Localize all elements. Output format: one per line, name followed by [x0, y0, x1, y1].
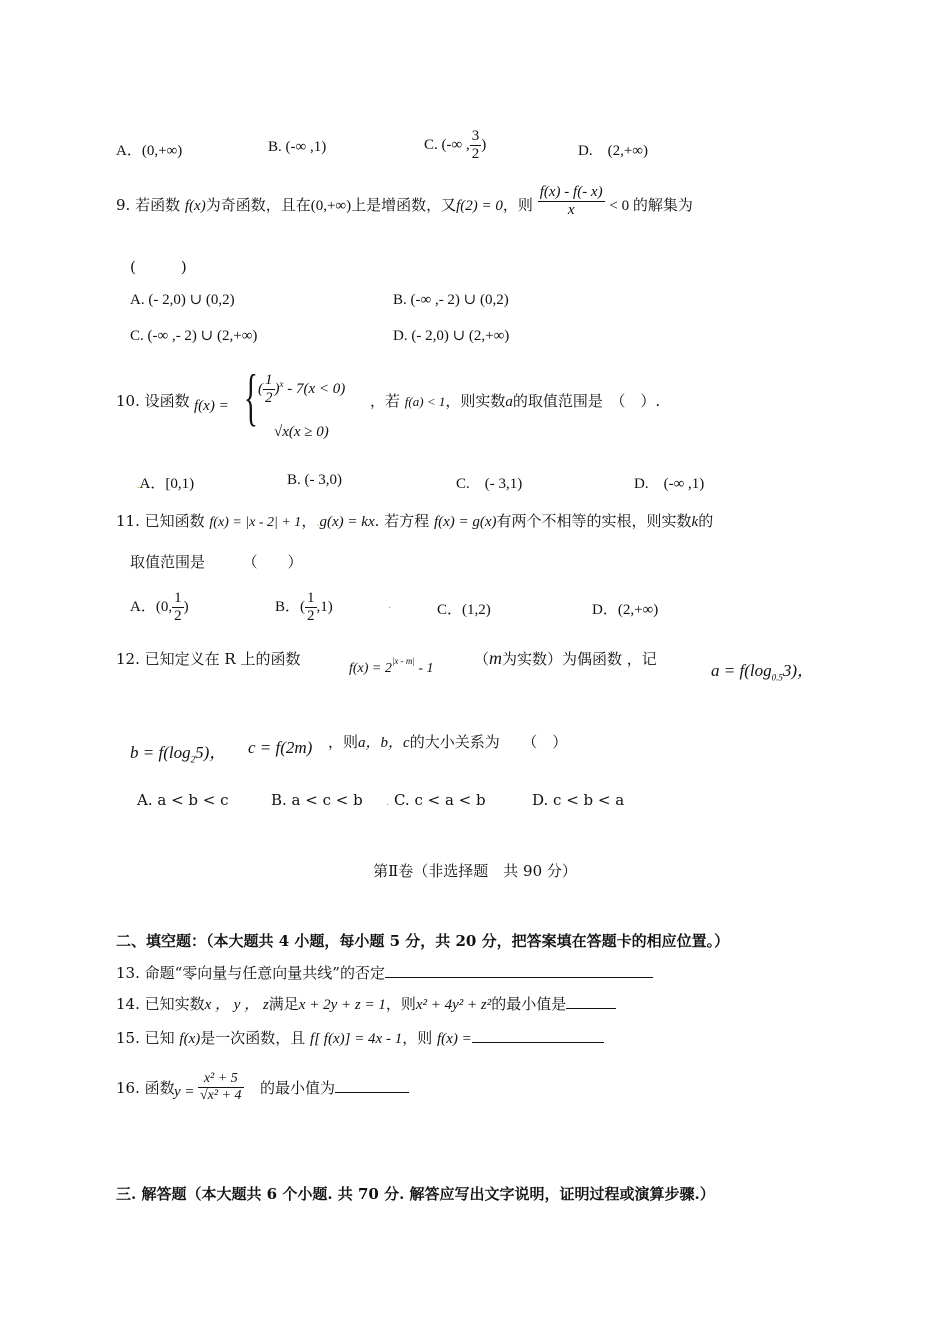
q9-answer-paren: ( ) — [130, 258, 187, 276]
q10-option-b: B. (- 3,0) — [287, 472, 342, 488]
q10-var: a — [505, 394, 513, 410]
q11-a-num: 1 — [172, 590, 184, 608]
q15-answer-blank[interactable] — [472, 1028, 604, 1043]
q9-mid2: 上是增函数，又 — [351, 195, 457, 214]
q8-c-fraction — [470, 128, 482, 164]
q12-c-text: C. c < a < b — [393, 791, 486, 809]
q12-b-def-sub: 2 — [190, 754, 196, 765]
q11-k: k — [691, 514, 699, 530]
q16-tail: 的最小值为 — [260, 1079, 336, 1097]
q13-answer-blank[interactable] — [385, 963, 653, 978]
q11-option-c: C．(1,2) — [437, 602, 491, 618]
q10-lead: 10. 设函数 — [116, 392, 190, 410]
q11-a-suffix: ) — [183, 599, 189, 616]
q10-a-dot: . — [137, 480, 140, 491]
q9-fx: f(x) — [184, 197, 206, 214]
q16-num: x² + 5 — [198, 1071, 244, 1088]
part2-title: 第Ⅱ卷（非选择题 共 90 分） — [373, 862, 577, 880]
q11-a-den: 2 — [174, 608, 182, 625]
q11-line1: 11. 已知函数 — [116, 512, 205, 530]
q10-case1-rest: - 7(x < 0) — [283, 381, 346, 398]
q12-f-tail: - 1 — [414, 661, 434, 676]
q12-relation-line — [328, 731, 567, 752]
q14-cond: 满足 — [268, 995, 299, 1013]
q12-c-dot: . — [386, 797, 390, 808]
q10-fx: f(x) = — [194, 398, 229, 414]
q11-dot: . — [316, 518, 320, 529]
q8-c-num: 3 — [470, 128, 482, 146]
section2-heading: 二、填空题：（本大题共 4 小题，每小题 5 分，共 20 分，把答案填在答题卡的相应位置。） — [116, 932, 730, 950]
q8-c-suffix: ) — [481, 137, 487, 154]
q12-f — [349, 656, 434, 677]
q14-expr: x² + 4y² + z² — [415, 997, 492, 1013]
q12-m-line — [474, 648, 657, 669]
q11-b-den: 2 — [307, 608, 315, 625]
q14-lead: 14. 已知实数 — [116, 995, 205, 1013]
q11-b-num: 1 — [305, 590, 317, 608]
q12-tail: 的大小关系为 （ ） — [409, 733, 568, 751]
q10-brace: { — [244, 361, 258, 432]
q11-b-fraction — [305, 590, 317, 626]
q14-answer-blank[interactable] — [566, 994, 616, 1009]
q12-c-def: c = f(2m) — [248, 738, 313, 757]
q11-a-fraction — [172, 590, 184, 626]
q11-line2: 取值范围是 （ ） — [130, 553, 303, 571]
q11-a-prefix: A．(0, — [130, 599, 173, 616]
q14-tail: ，则 — [385, 995, 416, 1013]
q12-a-def-base: a = f(log — [711, 661, 772, 680]
q11-tail: 有两个不相等的实根，则实数 — [496, 512, 692, 530]
q12-vars: a，b，c — [358, 735, 410, 751]
q10-option-c: C. (- 3,1) — [456, 476, 523, 492]
q9-fraction — [538, 184, 605, 220]
q11-f: f(x) = |x - 2| + 1 — [209, 515, 302, 530]
q12-b-def-tail: 5) — [195, 743, 210, 762]
q16-tail-line — [260, 1077, 409, 1098]
q12-option-b: B. a < c < b — [271, 791, 363, 809]
q15-ans: f(x) = — [437, 1031, 472, 1047]
q10-case1-exp: x — [279, 379, 284, 390]
q12-f-base: f(x) = 2 — [349, 661, 392, 676]
q12-paren-tail: 为实数）为偶函数 ，记 — [502, 650, 657, 668]
q11-eq: f(x) = g(x) — [433, 514, 497, 530]
q10-case1-den: 2 — [265, 390, 273, 407]
q11-stem: 11. 已知函数 f(x) = |x - 2| + 1，.g(x) = kx. 若方程 f(x) = g(x)有两个不相等的实根，则实数k的 — [116, 512, 714, 530]
q14 — [116, 993, 616, 1014]
q11-b-prefix: B．( — [275, 599, 306, 616]
q9-mid1: 为奇函数，且在 — [205, 195, 311, 214]
q15-mid: 是一次函数，且 — [200, 1029, 306, 1047]
q12-option-d: D. c < b < a — [532, 791, 625, 809]
q12-then: ，则 — [328, 733, 359, 751]
q10-tail2: 的取值范围是 （ ）. — [512, 392, 661, 410]
q10-case2: √x(x ≥ 0) — [274, 424, 329, 440]
q16-y: y = — [174, 1084, 195, 1100]
q11-option-a — [130, 590, 189, 626]
q10-case1-fraction — [263, 372, 275, 408]
q11-stray-dot: . — [388, 600, 392, 611]
q10-option-d: D. (-∞ ,1) — [634, 476, 705, 492]
q8-option-a: A．(0,+∞) — [116, 143, 183, 159]
q9-option-b: B. (-∞ ,- 2) ∪ (0,2) — [393, 292, 509, 308]
q8-c-den: 2 — [471, 146, 480, 163]
q10-mid: ，若 — [370, 392, 401, 410]
q10-cond: f(a) < 1 — [404, 394, 446, 409]
q13 — [116, 962, 653, 983]
q16-frac — [198, 1071, 244, 1104]
q8-option-c — [424, 128, 486, 164]
q13-text: 13. 命题“零向量与任意向量共线”的否定 — [116, 964, 385, 982]
q12-comma: ， — [797, 661, 815, 680]
q10-tail: ，则实数 — [445, 392, 506, 410]
q12-option-c — [386, 791, 486, 809]
q12-a-def-tail: 3) — [782, 661, 798, 680]
q10-case1 — [258, 372, 345, 408]
q11-mid: . 若方程 — [374, 512, 430, 530]
q12-m: m — [489, 648, 503, 668]
q12-b-def: $b = f(\log_25)$， — [130, 743, 227, 765]
q15-tail: ，则 — [402, 1029, 433, 1047]
q9-frac-num: f(x) - f(- x) — [538, 184, 605, 202]
q12-paren: （ — [474, 650, 490, 668]
q10-case1-pre: ( — [258, 381, 263, 398]
q16-answer-blank[interactable] — [335, 1078, 409, 1093]
q11-option-b — [275, 590, 333, 626]
q9-tail: < 0 的解集为 — [609, 197, 693, 214]
q15-eq: f[ f(x)] = 4x - 1 — [310, 1031, 403, 1047]
q9-interval: (0,+∞) — [310, 197, 352, 214]
q10-case1-num: 1 — [263, 372, 275, 390]
q11-option-d: D．(2,+∞) — [592, 602, 659, 618]
q11-b-suffix: ,1) — [316, 599, 333, 616]
q16-fraction — [198, 1071, 244, 1104]
q9-option-a: A. (- 2,0) ∪ (0,2) — [130, 292, 235, 308]
q16-lead: 16. 函数 — [116, 1079, 175, 1097]
q15-lead: 15. 已知 — [116, 1029, 175, 1047]
q10-a-text: A．[0,1) — [139, 476, 195, 492]
q9-frac-den: x — [567, 202, 575, 219]
q16-den: √x² + 4 — [200, 1088, 242, 1104]
q10-option-a — [137, 472, 194, 493]
q12-lead: 12. 已知定义在 R 上的函数 — [116, 650, 301, 668]
q8-c-prefix: C. (-∞ , — [424, 137, 470, 154]
q9-f2: f(2) = 0 — [456, 197, 503, 214]
q15-fx: f(x) — [179, 1031, 201, 1047]
q9-option-c: C. (-∞ ,- 2) ∪ (2,+∞) — [130, 328, 258, 344]
q9-option-d: D. (- 2,0) ∪ (2,+∞) — [393, 328, 510, 344]
q11-tail2: 的 — [698, 512, 714, 530]
q15 — [116, 1027, 604, 1048]
q9-lead: 9. 若函数 — [116, 195, 181, 214]
q12-a-def-sub: 0.5 — [771, 672, 783, 683]
q12-b-def-base: b = f(log — [130, 743, 191, 762]
q8-option-d: D. (2,+∞) — [578, 143, 648, 159]
q12-option-a: A. a < b < c — [137, 791, 229, 809]
q12-a-def — [711, 656, 814, 682]
q14-tail2: 的最小值是 — [491, 995, 567, 1013]
q14-vars: x ， y ， z — [204, 997, 269, 1013]
q12-f-exp: |x - m| — [391, 656, 415, 666]
q9-mid3: ，则 — [502, 195, 533, 214]
section3-heading: 三. 解答题（本大题共 6 个小题. 共 70 分. 解答应写出文字说明，证明过程或演算步骤.） — [116, 1185, 715, 1203]
q14-eq: x + 2y + z = 1 — [298, 997, 386, 1013]
q10-case1-post: ) — [274, 381, 280, 398]
q9-stem — [116, 184, 693, 220]
q10-cond-line — [370, 390, 660, 411]
q11-g: g(x) = kx — [319, 514, 375, 530]
q8-option-b: B. (-∞ ,1) — [268, 139, 327, 155]
